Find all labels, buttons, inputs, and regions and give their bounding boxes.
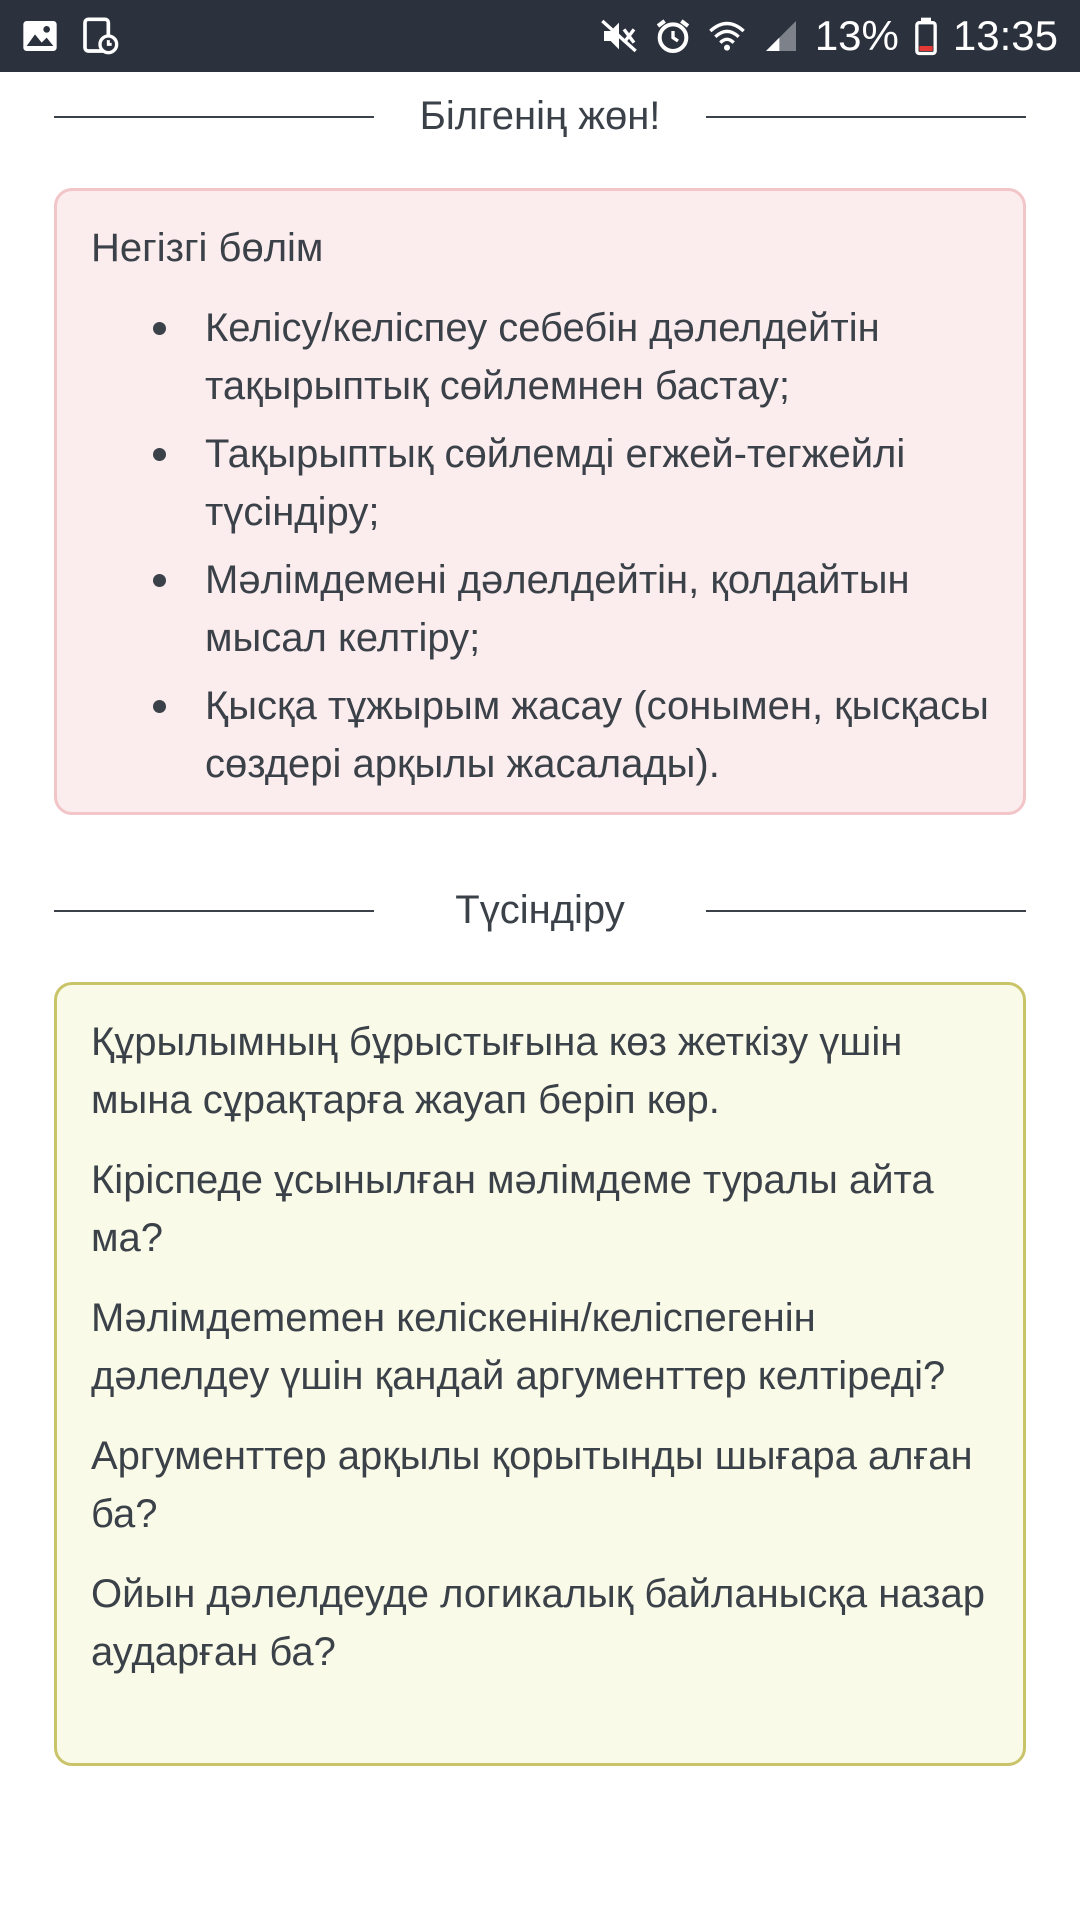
gallery-icon	[20, 16, 60, 56]
list-item	[149, 677, 989, 793]
explanation-paragraph: Аргументтер арқылы қорытынды шығара алған ба?	[91, 1434, 973, 1536]
list-item-text: Тақырыптық сөйлемді егжей-тегжейлі түсіндіру;	[205, 432, 906, 534]
clock: 13:35	[952, 12, 1058, 59]
list-item	[149, 299, 989, 415]
divider-right	[706, 910, 1026, 912]
list-item-text: Қысқа тұжырым жасау (сонымен, қысқасы сөздері арқылы жасалады).	[205, 684, 989, 786]
tip-bullet-list	[91, 299, 989, 793]
explanation-paragraph: Кіріспеде ұсынылған мәлімдеме туралы айта ма?	[91, 1158, 934, 1260]
list-item-text: Келісу/келіспеу себебін дәлелдейтін тақырыптық сөйлемнен бастау;	[205, 306, 880, 408]
bullet-icon	[153, 700, 166, 713]
alarm-icon	[653, 16, 693, 56]
explanation-paragraph: Құрылымның бұрыстығына көз жеткізу үшін мына сұрақтарға жауап беріп көр.	[91, 1020, 903, 1122]
bullet-icon	[153, 574, 166, 587]
list-item	[149, 425, 989, 541]
tip-card-heading: Негізгі бөлім	[91, 226, 324, 270]
tip-section-header	[54, 86, 1026, 146]
list-item	[149, 551, 989, 667]
explanation-paragraph: Мәлімдememен келіскенін/келіспегенін дәлелдеу үшін қандай аргументтер келтіреді?	[91, 1296, 946, 1398]
battery-percent: 13%	[814, 12, 899, 59]
list-item-text: Мәлімдемені дәлелдейтін, қолдайтын мысал келтіру;	[205, 558, 910, 660]
tip-section-title: Білгенің жөн!	[419, 94, 661, 138]
screenshot-icon	[80, 16, 120, 56]
bullet-icon	[153, 448, 166, 461]
battery-icon	[913, 16, 939, 56]
status-bar	[0, 0, 1080, 72]
wifi-icon	[707, 16, 747, 56]
explanation-paragraph: Ойын дәлелдеуде логикалық байланысқа назар аударған ба?	[91, 1572, 985, 1674]
divider-right	[706, 116, 1026, 118]
explanation-section-header	[54, 880, 1026, 940]
explanation-card	[54, 982, 1026, 1766]
explanation-section-title: Түсіндіру	[455, 888, 625, 932]
mute-icon	[599, 16, 639, 56]
bullet-icon	[153, 322, 166, 335]
signal-icon	[761, 16, 801, 56]
tip-card	[54, 188, 1026, 815]
